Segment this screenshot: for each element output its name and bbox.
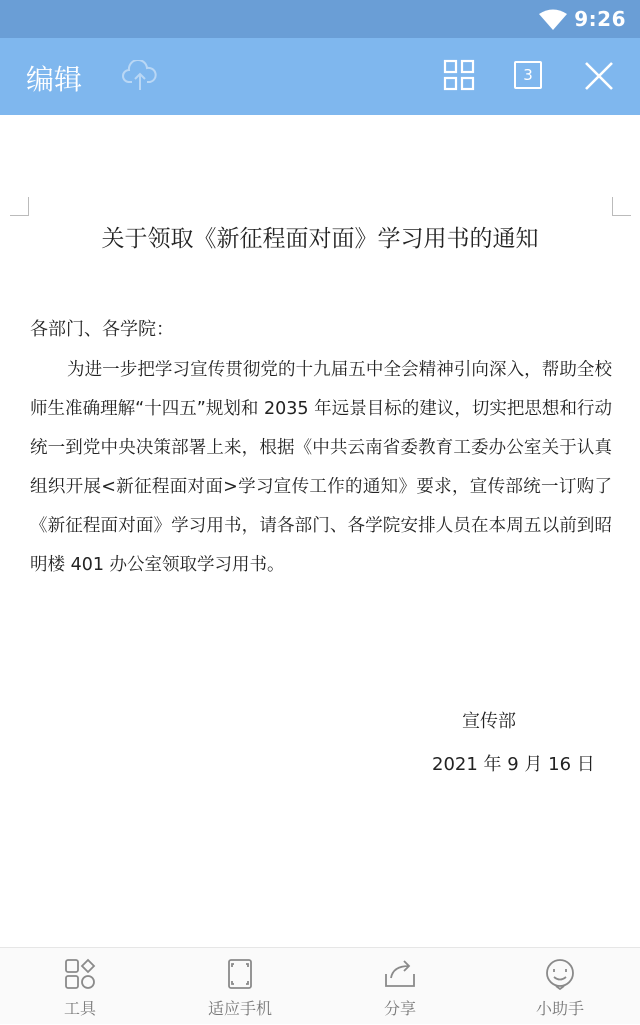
tab-tools[interactable]	[0, 948, 160, 1025]
top-toolbar	[0, 38, 640, 115]
page-corner-mark	[612, 197, 631, 216]
tab-share-label: 分享	[383, 999, 416, 1018]
tools-icon	[64, 958, 96, 994]
document-salutation: 各部门、各学院：	[30, 319, 174, 340]
status-bar	[0, 0, 640, 38]
tab-assistant[interactable]	[480, 948, 640, 1025]
share-icon	[383, 958, 417, 994]
edit-button[interactable]: 编辑	[26, 63, 83, 96]
page-count-button[interactable]: 3	[514, 61, 542, 89]
cloud-upload-icon[interactable]	[122, 60, 158, 96]
grid-view-icon[interactable]	[443, 59, 475, 95]
wifi-icon	[538, 9, 568, 35]
page-corner-mark	[10, 197, 29, 216]
assistant-icon	[543, 958, 577, 994]
tab-fit-phone[interactable]	[160, 948, 320, 1025]
status-time: 9:26	[574, 7, 626, 31]
fit-phone-icon	[227, 958, 253, 994]
signature-department: 宣传部	[462, 711, 516, 732]
bottom-toolbar	[0, 947, 640, 1024]
tab-assistant-label: 小助手	[535, 999, 584, 1018]
signature-date: 2021 年 9 月 16 日	[432, 754, 595, 775]
document-page	[0, 115, 640, 947]
close-icon[interactable]	[584, 61, 614, 95]
tab-share[interactable]	[320, 948, 480, 1025]
document-body: 为进一步把学习宣传贯彻党的十九届五中全会精神引向深入，帮助全校师生准确理解“十四五”规划和 2035 年远景目标的建议，切实把思想和行动统一到党中央决策部署上来，根据《中共云南省委教育工委办公室关于认真组织开展<新征程面对面>学习宣传工作的通知》要求，宣传部统一订购了《新征程面对面》学习用书，请各部门、各学院安排人员在本周五以前到昭明楼 401 办公室领取学习用书。	[30, 360, 612, 575]
tab-fit-phone-label: 适应手机	[207, 999, 272, 1018]
tab-tools-label: 工具	[63, 999, 96, 1018]
document-title: 关于领取《新征程面对面》学习用书的通知	[101, 226, 539, 252]
